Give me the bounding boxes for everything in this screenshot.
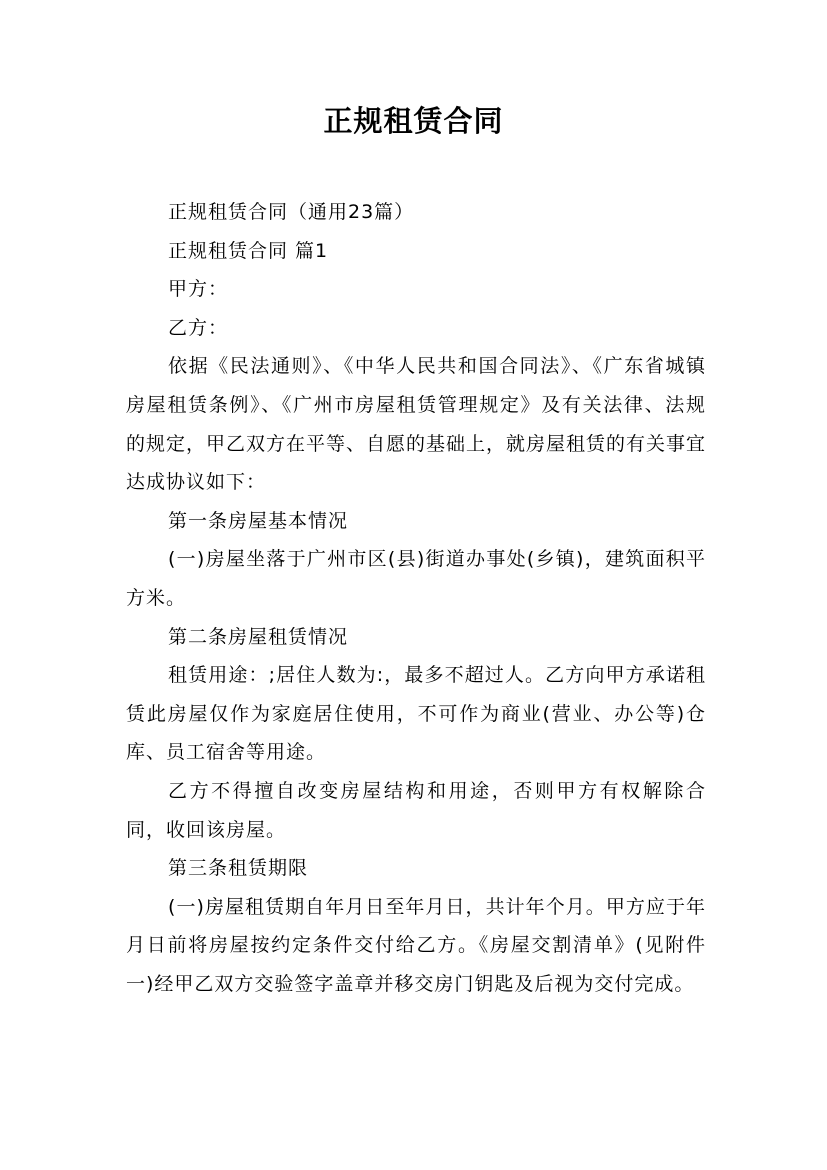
document-title: 正规租赁合同 xyxy=(323,104,504,138)
article-2-heading: 第二条房屋租赁情况 xyxy=(168,625,349,648)
article-3-clause-1: (一)房屋租赁期自年月日至年月日，共计年个月。甲方应于年月日前将房屋按约定条件交付给乙方。《房屋交割清单》(见附件一)经甲乙双方交验签字盖章并移交房门钥匙及后视为交付完成。 xyxy=(126,895,706,995)
section-heading: 正规租赁合同 篇1 xyxy=(168,239,329,262)
subtitle-paragraph: 正规租赁合同（通用23篇） xyxy=(168,201,415,223)
article-1-clause-1: (一)房屋坐落于广州市区(县)街道办事处(乡镇)，建筑面积平方米。 xyxy=(126,548,706,609)
preamble-paragraph: 依据《民法通则》、《中华人民共和国合同法》、《广东省城镇房屋租赁条例》、《广州市房屋租赁管理规定》及有关法律、法规的规定，甲乙双方在平等、自愿的基础上，就房屋租赁的有关事宜达成协议如下： xyxy=(126,355,707,494)
party-b-line: 乙方： xyxy=(168,316,229,339)
article-3-heading: 第三条租赁期限 xyxy=(168,857,309,880)
party-a-line: 甲方： xyxy=(168,278,229,301)
document-body xyxy=(126,193,706,1003)
article-1-heading: 第一条房屋基本情况 xyxy=(168,509,349,532)
article-2-clause-restriction: 乙方不得擅自改变房屋结构和用途，否则甲方有权解除合同，收回该房屋。 xyxy=(126,779,706,841)
article-2-clause-usage: 租赁用途：;居住人数为:，最多不超过人。乙方向甲方承诺租赁此房屋仅作为家庭居住使用，不可作为商业(营业、办公等)仓库、员工宿舍等用途。 xyxy=(126,664,706,764)
